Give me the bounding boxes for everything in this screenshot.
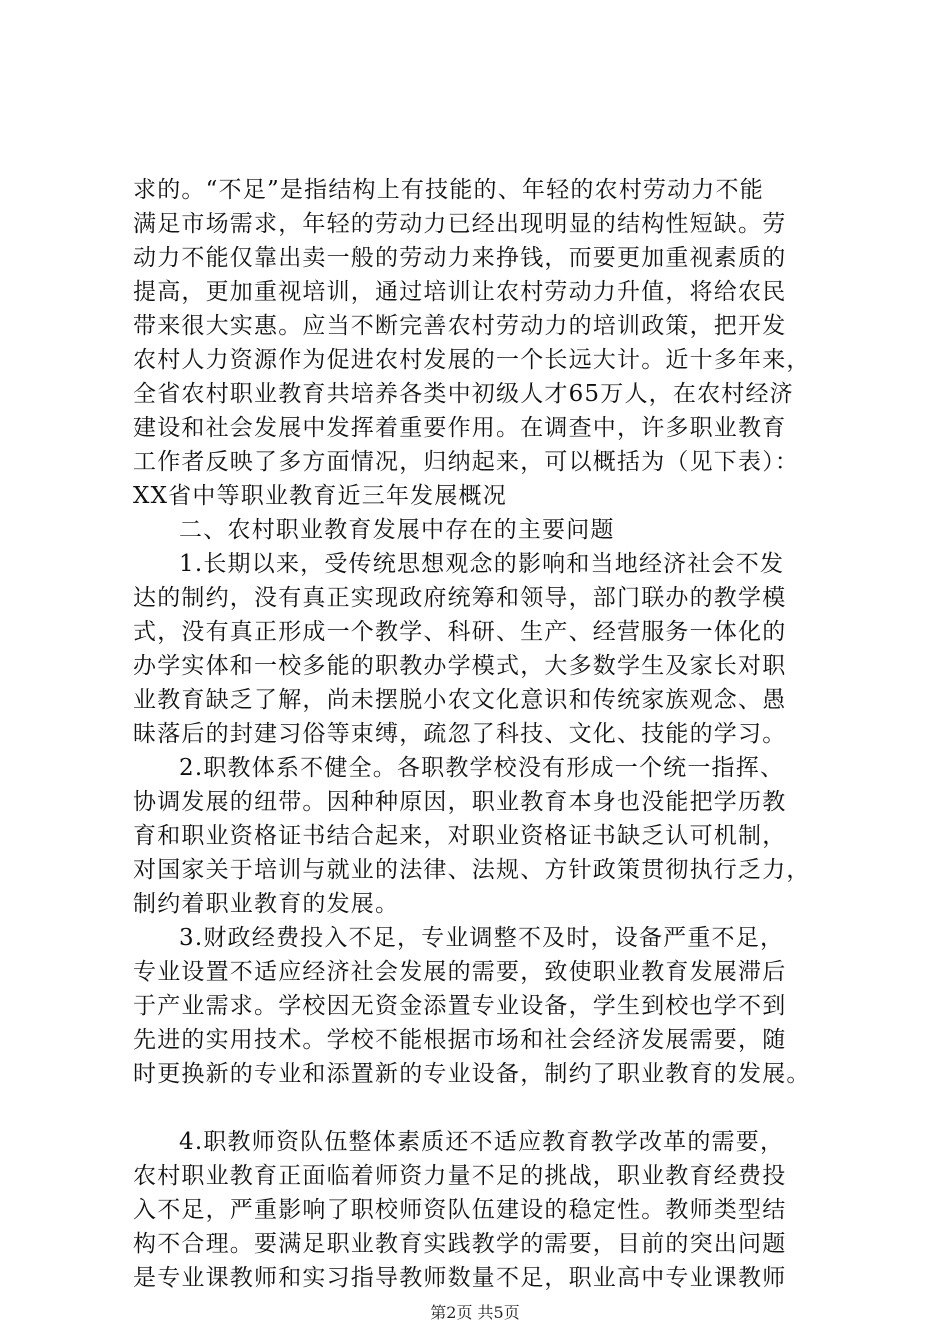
body-text-line: 工作者反映了多方面情况，归纳起来，可以概括为（见下表）：: [133, 449, 800, 475]
body-text-line: 动力不能仅靠出卖一般的劳动力来挣钱，而要更加重视素质的: [133, 245, 787, 271]
body-text-line: 专业设置不适应经济社会发展的需要，致使职业教育发展滞后: [133, 959, 787, 985]
body-text-line: 提高，更加重视培训，通过培训让农村劳动力升值，将给农民: [133, 279, 787, 305]
body-text-line: 4.职教师资队伍整体素质还不适应教育教学改革的需要，: [179, 1129, 785, 1155]
body-text-line: 是专业课教师和实习指导教师数量不足，职业高中专业课教师: [133, 1265, 787, 1291]
body-text-line: 满足市场需求，年轻的劳动力已经出现明显的结构性短缺。劳: [133, 211, 787, 237]
body-text-line: 3.财政经费投入不足，专业调整不及时，设备严重不足，: [179, 925, 785, 951]
table-caption: XX省中等职业教育近三年发展概况: [133, 483, 507, 509]
body-text-line: 协调发展的纽带。因种种原因，职业教育本身也没能把学历教: [133, 789, 787, 815]
body-text-line: 农村人力资源作为促进农村发展的一个长远大计。近十多年来，: [133, 347, 811, 373]
body-text-line: 求的。“不足”是指结构上有技能的、年轻的农村劳动力不能: [133, 177, 764, 203]
page-number-footer: 第2页 共5页: [430, 1303, 520, 1322]
body-text-line: 农村职业教育正面临着师资力量不足的挑战，职业教育经费投: [133, 1163, 787, 1189]
body-text-line: 式，没有真正形成一个教学、科研、生产、经营服务一体化的: [133, 619, 787, 645]
body-text-line: 时更换新的专业和添置新的专业设备，制约了职业教育的发展。: [133, 1061, 811, 1087]
body-text-line: 构不合理。要满足职业教育实践教学的需要，目前的突出问题: [133, 1231, 787, 1257]
body-text-line: 先进的实用技术。学校不能根据市场和社会经济发展需要，随: [133, 1027, 787, 1053]
body-text-line: 带来很大实惠。应当不断完善农村劳动力的培训政策，把开发: [133, 313, 787, 339]
body-text-line: 于产业需求。学校因无资金添置专业设备，学生到校也学不到: [133, 993, 787, 1019]
body-text-line: 办学实体和一校多能的职教办学模式，大多数学生及家长对职: [133, 653, 787, 679]
body-text-line: 入不足，严重影响了职校师资队伍建设的稳定性。教师类型结: [133, 1197, 787, 1223]
body-text-line: 1.长期以来，受传统思想观念的影响和当地经济社会不发: [179, 551, 785, 577]
body-text-line: 昧落后的封建习俗等束缚，疏忽了科技、文化、技能的学习。: [133, 721, 787, 747]
body-text-line: 全省农村职业教育共培养各类中初级人才65万人，在农村经济: [133, 381, 794, 407]
body-text-line: 建设和社会发展中发挥着重要作用。在调查中，许多职业教育: [133, 415, 787, 441]
body-text-line: 业教育缺乏了解，尚未摆脱小农文化意识和传统家族观念、愚: [133, 687, 787, 713]
body-text-line: 制约着职业教育的发展。: [133, 891, 400, 917]
body-text-line: 2.职教体系不健全。各职教学校没有形成一个统一指挥、: [179, 755, 785, 781]
body-text-line: 对国家关于培训与就业的法律、法规、方针政策贯彻执行乏力，: [133, 857, 811, 883]
section-heading: 二、农村职业教育发展中存在的主要问题: [179, 517, 615, 543]
body-text-line: 育和职业资格证书结合起来，对职业资格证书缺乏认可机制，: [133, 823, 787, 849]
body-text-line: 达的制约，没有真正实现政府统筹和领导，部门联办的教学模: [133, 585, 787, 611]
